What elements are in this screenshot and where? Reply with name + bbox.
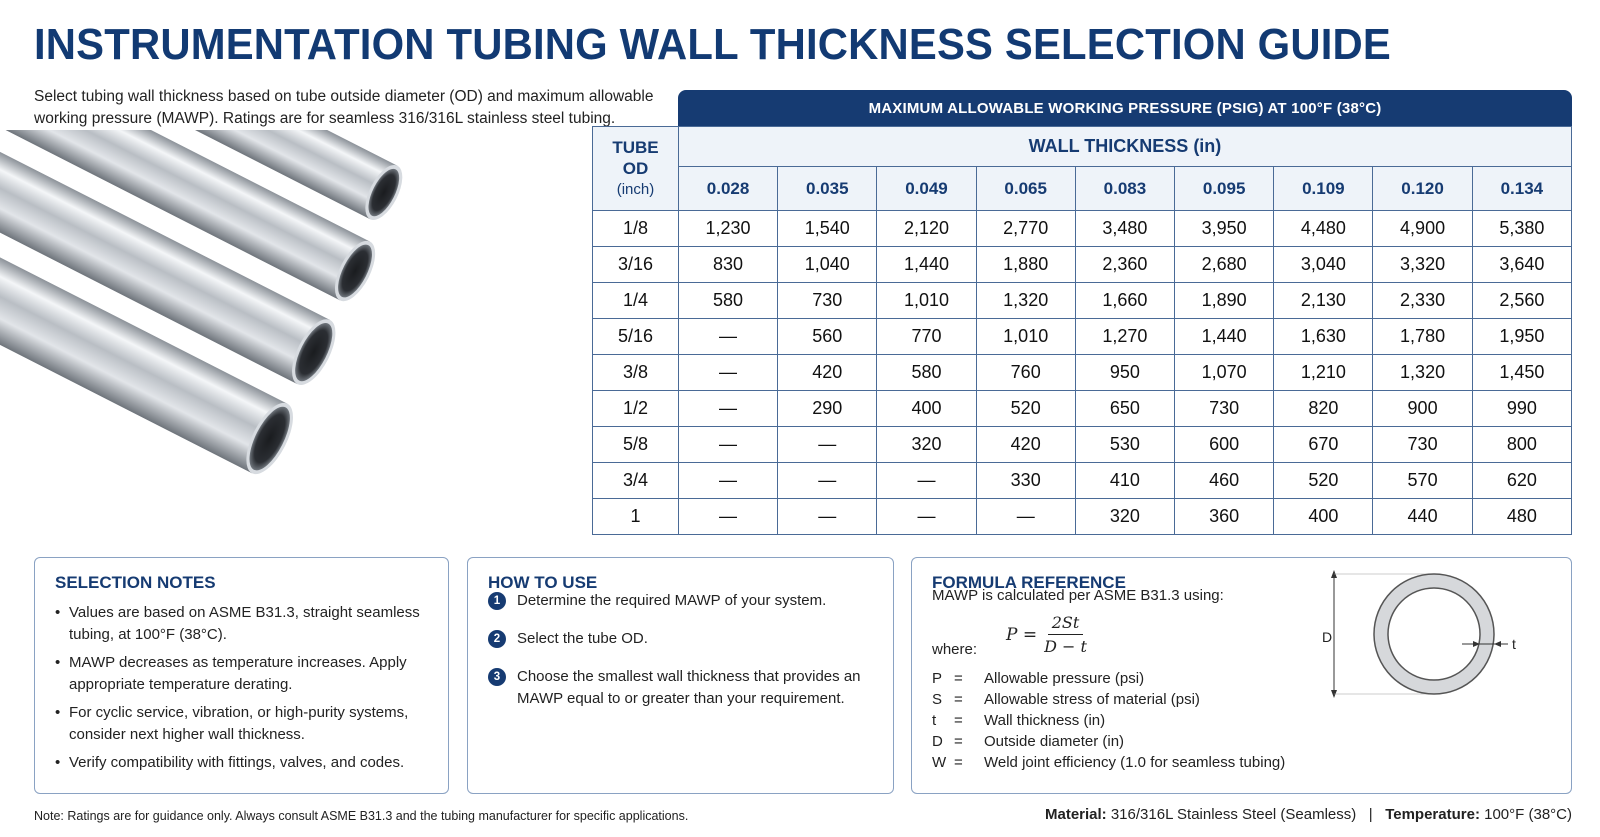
pressure-cell: 2,330 [1373, 283, 1472, 319]
pressure-cell: — [678, 319, 777, 355]
pressure-cell: 480 [1472, 499, 1571, 535]
pressure-cell: 2,360 [1075, 247, 1174, 283]
pressure-cell: 1,950 [1472, 319, 1571, 355]
stainless-tubes-illustration [0, 130, 600, 540]
thickness-label: t [1512, 636, 1516, 652]
formula-reference-card [911, 557, 1572, 794]
pressure-cell: 4,900 [1373, 211, 1472, 247]
wall-thickness-col-header: 0.028 [678, 167, 777, 211]
variable-desc: Wall thickness (in) [984, 712, 1106, 729]
table-row [593, 355, 1572, 391]
note-item: • Verify compatibility with fittings, valves, and codes. [55, 752, 435, 774]
note-item: • MAWP decreases as temperature increases. Apply appropriate temperature derating. [55, 652, 435, 696]
pressure-cell: 420 [976, 427, 1075, 463]
pressure-cell: 3,640 [1472, 247, 1571, 283]
formula-where: where: [932, 641, 978, 658]
table-row [593, 427, 1572, 463]
pressure-cell: 1,010 [877, 283, 976, 319]
pressure-cell: 5,380 [1472, 211, 1571, 247]
pressure-cell: 360 [1175, 499, 1274, 535]
table-banner: MAXIMUM ALLOWABLE WORKING PRESSURE (PSIG) AT 100°F (38°C) [678, 90, 1572, 126]
pressure-cell: — [678, 463, 777, 499]
pressure-cell: 900 [1373, 391, 1472, 427]
pressure-cell: — [678, 391, 777, 427]
pressure-cell: 2,560 [1472, 283, 1571, 319]
pressure-cell: 440 [1373, 499, 1472, 535]
pressure-cell: 290 [778, 391, 877, 427]
wall-thickness-col-header: 0.035 [778, 167, 877, 211]
tube-od-cell: 5/8 [593, 427, 679, 463]
variable-desc: Outside diameter (in) [984, 733, 1125, 750]
note-item: • For cyclic service, vibration, or high-purity systems, consider next higher wall thickness. [55, 702, 435, 746]
variable-eq: = [954, 670, 963, 687]
step-text: Select the tube OD. [517, 630, 648, 647]
formula-variables [932, 668, 1285, 773]
selection-notes-list [55, 602, 435, 780]
selection-notes-heading: SELECTION NOTES [55, 573, 216, 592]
table-row [593, 319, 1572, 355]
how-to-step [488, 666, 878, 710]
pressure-cell: 2,120 [877, 211, 976, 247]
pressure-cell: 520 [1274, 463, 1373, 499]
formula-intro: MAWP is calculated per ASME B31.3 using: [932, 587, 1224, 604]
table-row [593, 211, 1572, 247]
pressure-cell: 3,480 [1075, 211, 1174, 247]
variable-sym: W [932, 754, 947, 771]
pressure-cell: 650 [1075, 391, 1174, 427]
how-to-step [488, 590, 878, 612]
note-item: • Values are based on ASME B31.3, straight seamless tubing, at 100°F (38°C). [55, 602, 435, 646]
variable-desc: Allowable pressure (psi) [984, 670, 1145, 687]
pressure-cell: — [976, 499, 1075, 535]
pressure-cell: — [877, 499, 976, 535]
how-to-use-heading: HOW TO USE [488, 573, 598, 592]
pressure-cell: 1,890 [1175, 283, 1274, 319]
pressure-cell: 1,040 [778, 247, 877, 283]
pressure-cell: 670 [1274, 427, 1373, 463]
pressure-cell: 1,010 [976, 319, 1075, 355]
intro-text: Select tubing wall thickness based on tube outside diameter (OD) and maximum allowable working pressure (MAWP). Ratings are for seamless 316/316L stainless steel tubing. [34, 88, 654, 127]
equation-numerator: 2St [1048, 613, 1084, 635]
pressure-cell: 800 [1472, 427, 1571, 463]
how-to-use-card [467, 557, 894, 794]
pressure-cell: 460 [1175, 463, 1274, 499]
tube-od-cell: 1 [593, 499, 679, 535]
pressure-cell: 1,630 [1274, 319, 1373, 355]
pressure-cell: 330 [976, 463, 1075, 499]
pressure-cell: 620 [1472, 463, 1571, 499]
pressure-cell: — [778, 499, 877, 535]
od-column-header: TUBE OD (inch) [593, 127, 679, 211]
pressure-cell: 1,320 [976, 283, 1075, 319]
pressure-cell: — [678, 499, 777, 535]
diameter-label: D [1322, 629, 1333, 645]
table-row [593, 283, 1572, 319]
selection-notes-card [34, 557, 449, 794]
pressure-cell: 1,540 [778, 211, 877, 247]
pressure-cell: 770 [877, 319, 976, 355]
wall-thickness-col-header: 0.049 [877, 167, 976, 211]
wall-thickness-col-header: 0.095 [1175, 167, 1274, 211]
pressure-cell: 730 [778, 283, 877, 319]
variable-row [932, 752, 1285, 773]
table-row [593, 463, 1572, 499]
pressure-cell: 760 [976, 355, 1075, 391]
variable-eq: = [954, 691, 963, 708]
material-temperature-footer: Material: 316/316L Stainless Steel (Seamless) | Temperature: 100°F (38°C) [1044, 806, 1572, 823]
formula-heading: FORMULA REFERENCE [932, 573, 1126, 592]
pressure-cell: 520 [976, 391, 1075, 427]
tube-od-cell: 3/4 [593, 463, 679, 499]
pressure-cell: — [778, 463, 877, 499]
wall-thickness-col-header: 0.120 [1373, 167, 1472, 211]
tube-od-cell: 1/8 [593, 211, 679, 247]
variable-eq: = [954, 733, 963, 750]
variable-row [932, 731, 1285, 752]
pressure-cell: 730 [1373, 427, 1472, 463]
pressure-cell: — [678, 355, 777, 391]
pressure-cell: 400 [1274, 499, 1373, 535]
pressure-cell: 2,680 [1175, 247, 1274, 283]
footnote: Note: Ratings are for guidance only. Always consult ASME B31.3 and the tubing manufacturer for specific applications. [34, 809, 689, 823]
wall-thickness-col-header: 0.065 [976, 167, 1075, 211]
step-number-icon: 1 [488, 592, 506, 610]
pressure-cell: 3,950 [1175, 211, 1274, 247]
pressure-cell: 3,320 [1373, 247, 1472, 283]
pressure-cell: 320 [877, 427, 976, 463]
pressure-cell: 4,480 [1274, 211, 1373, 247]
variable-eq: = [954, 754, 963, 771]
pressure-cell: 580 [678, 283, 777, 319]
wall-thickness-header: WALL THICKNESS (in) [678, 127, 1571, 167]
pressure-cell: 3,040 [1274, 247, 1373, 283]
mawp-equation: P = $\frac{2St}{D - t}$ [1006, 613, 1087, 656]
pressure-cell: 420 [778, 355, 877, 391]
pressure-cell: 570 [1373, 463, 1472, 499]
pressure-cell: 410 [1075, 463, 1174, 499]
pressure-cell: 530 [1075, 427, 1174, 463]
pressure-cell: 1,880 [976, 247, 1075, 283]
pressure-cell: 1,440 [1175, 319, 1274, 355]
pressure-cell: 1,320 [1373, 355, 1472, 391]
tube-od-cell: 1/2 [593, 391, 679, 427]
pressure-cell: 400 [877, 391, 976, 427]
pressure-cell: 1,270 [1075, 319, 1174, 355]
equation-denominator: D − t [1044, 637, 1087, 656]
pressure-cell: 1,780 [1373, 319, 1472, 355]
variable-row [932, 668, 1285, 689]
pressure-cell: 990 [1472, 391, 1571, 427]
wall-thickness-col-header: 0.134 [1472, 167, 1571, 211]
variable-sym: S [932, 691, 943, 708]
pressure-cell: 1,450 [1472, 355, 1571, 391]
tube-od-cell: 3/16 [593, 247, 679, 283]
pressure-cell: 1,070 [1175, 355, 1274, 391]
pressure-cell: 1,660 [1075, 283, 1174, 319]
variable-eq: = [954, 712, 963, 729]
tube-od-cell: 1/4 [593, 283, 679, 319]
pressure-cell: 600 [1175, 427, 1274, 463]
tube-od-cell: 5/16 [593, 319, 679, 355]
pressure-cell: 1,210 [1274, 355, 1373, 391]
table-row [593, 391, 1572, 427]
step-text: Determine the required MAWP of your system. [517, 592, 827, 609]
wall-thickness-col-header: 0.083 [1075, 167, 1174, 211]
pressure-cell: 730 [1175, 391, 1274, 427]
pressure-cell: 2,130 [1274, 283, 1373, 319]
pressure-cell: 820 [1274, 391, 1373, 427]
step-number-icon: 3 [488, 668, 506, 686]
wall-thickness-row [593, 167, 1572, 211]
page-title: INSTRUMENTATION TUBING WALL THICKNESS SELECTION GUIDE [34, 20, 1391, 69]
variable-sym: D [932, 733, 943, 750]
variable-row [932, 689, 1285, 710]
variable-sym: t [932, 712, 937, 729]
pressure-cell: 830 [678, 247, 777, 283]
pressure-cell: 1,230 [678, 211, 777, 247]
variable-row [932, 710, 1285, 731]
mawp-table [592, 126, 1572, 535]
tube-cross-section-diagram [1322, 568, 1562, 703]
pressure-cell: 2,770 [976, 211, 1075, 247]
wall-thickness-col-header: 0.109 [1274, 167, 1373, 211]
variable-sym: P [932, 670, 943, 687]
table-row [593, 499, 1572, 535]
tube-od-cell: 3/8 [593, 355, 679, 391]
step-number-icon: 2 [488, 630, 506, 648]
table-row [593, 247, 1572, 283]
variable-desc: Weld joint efficiency (1.0 for seamless tubing) [984, 754, 1286, 771]
pressure-cell: 580 [877, 355, 976, 391]
pressure-cell: 320 [1075, 499, 1174, 535]
how-to-step [488, 628, 878, 650]
pressure-cell: — [778, 427, 877, 463]
pressure-cell: — [678, 427, 777, 463]
pressure-cell: 950 [1075, 355, 1174, 391]
pressure-cell: — [877, 463, 976, 499]
step-text: Choose the smallest wall thickness that provides an MAWP equal to or greater than your requirement. [517, 668, 861, 707]
variable-desc: Allowable stress of material (psi) [984, 691, 1200, 708]
pressure-cell: 1,440 [877, 247, 976, 283]
pressure-cell: 560 [778, 319, 877, 355]
